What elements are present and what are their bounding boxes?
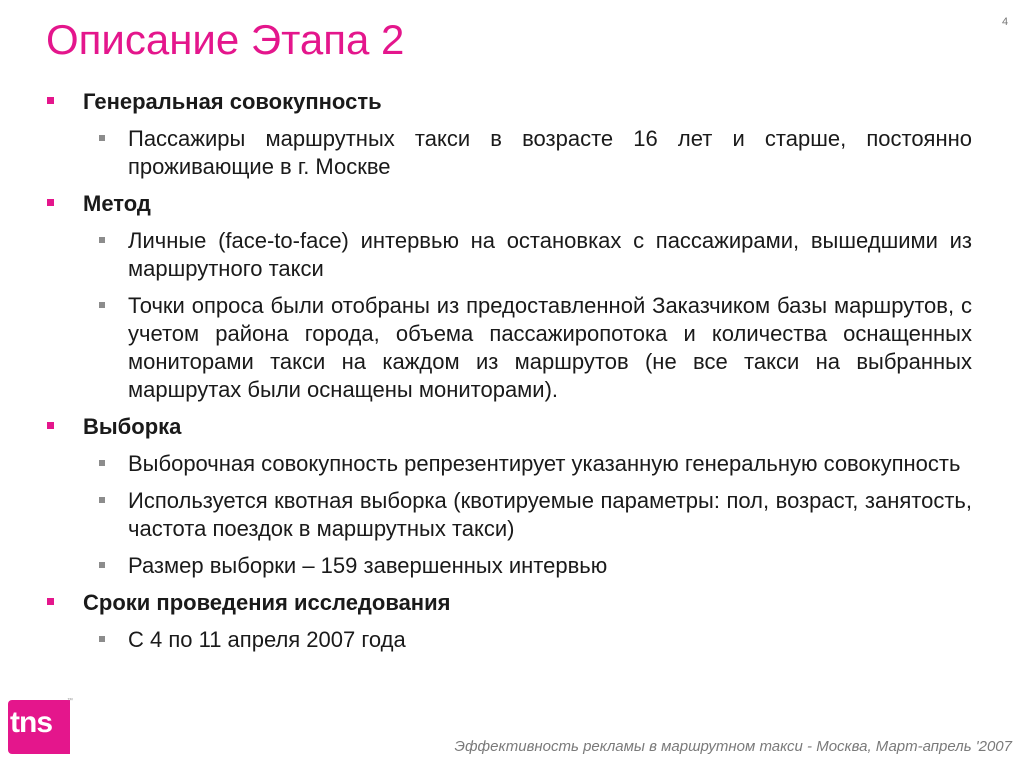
square-bullet-icon — [99, 135, 105, 141]
section-timing — [46, 589, 972, 654]
list-item — [46, 292, 972, 404]
section-heading — [46, 413, 972, 441]
list-item — [46, 626, 972, 654]
list-item-text: Выборочная совокупность репрезентирует указанную генеральную совокупность — [128, 451, 961, 476]
list-item-text: Размер выборки – 159 завершенных интервью — [128, 553, 608, 578]
section-method — [46, 190, 972, 404]
list-item — [46, 450, 972, 478]
list-item — [46, 487, 972, 543]
trademark-mark: ™ — [67, 698, 73, 704]
section-heading-text: Метод — [83, 191, 151, 216]
square-bullet-icon — [47, 598, 54, 605]
list-item — [46, 552, 972, 580]
list-item-text: Личные (face-to-face) интервью на остановках с пассажирами, вышедшими из маршрутного такси — [128, 228, 972, 281]
slide-title: Описание Этапа 2 — [46, 16, 405, 63]
list-item-text: С 4 по 11 апреля 2007 года — [128, 627, 406, 652]
list-item — [46, 125, 972, 181]
section-heading-text: Выборка — [83, 414, 182, 439]
section-heading — [46, 88, 972, 116]
slide-content — [46, 88, 972, 663]
section-general-population — [46, 88, 972, 181]
square-bullet-icon — [99, 562, 105, 568]
square-bullet-icon — [99, 460, 105, 466]
square-bullet-icon — [99, 497, 105, 503]
footer-caption: Эффективность рекламы в маршрутном такси - Москва, Март-апрель '2007 — [454, 738, 1012, 755]
section-heading — [46, 589, 972, 617]
square-bullet-icon — [99, 302, 105, 308]
section-heading-text: Сроки проведения исследования — [83, 590, 451, 615]
tns-logo — [8, 700, 70, 754]
section-heading-text: Генеральная совокупность — [83, 89, 382, 114]
list-item — [46, 227, 972, 283]
square-bullet-icon — [47, 97, 54, 104]
list-item-text: Точки опроса были отобраны из предоставленной Заказчиком базы маршрутов, с учетом района города, объема пассажиропотока и количества оснащенных мониторами такси на каждом из маршрутов (не все такси на выбранных маршрутах были оснащены мониторами). — [128, 293, 972, 402]
list-item-text: Пассажиры маршрутных такси в возрасте 16 лет и старше, постоянно проживающие в г. Москве — [128, 126, 972, 179]
square-bullet-icon — [99, 636, 105, 642]
list-item-text: Используется квотная выборка (квотируемые параметры: пол, возраст, занятость, частота поездок в маршрутных такси) — [128, 488, 972, 541]
square-bullet-icon — [47, 199, 54, 206]
logo-text: tns — [10, 706, 52, 739]
section-sample — [46, 413, 972, 580]
square-bullet-icon — [99, 237, 105, 243]
section-heading — [46, 190, 972, 218]
square-bullet-icon — [47, 422, 54, 429]
page-number: 4 — [1002, 16, 1009, 28]
